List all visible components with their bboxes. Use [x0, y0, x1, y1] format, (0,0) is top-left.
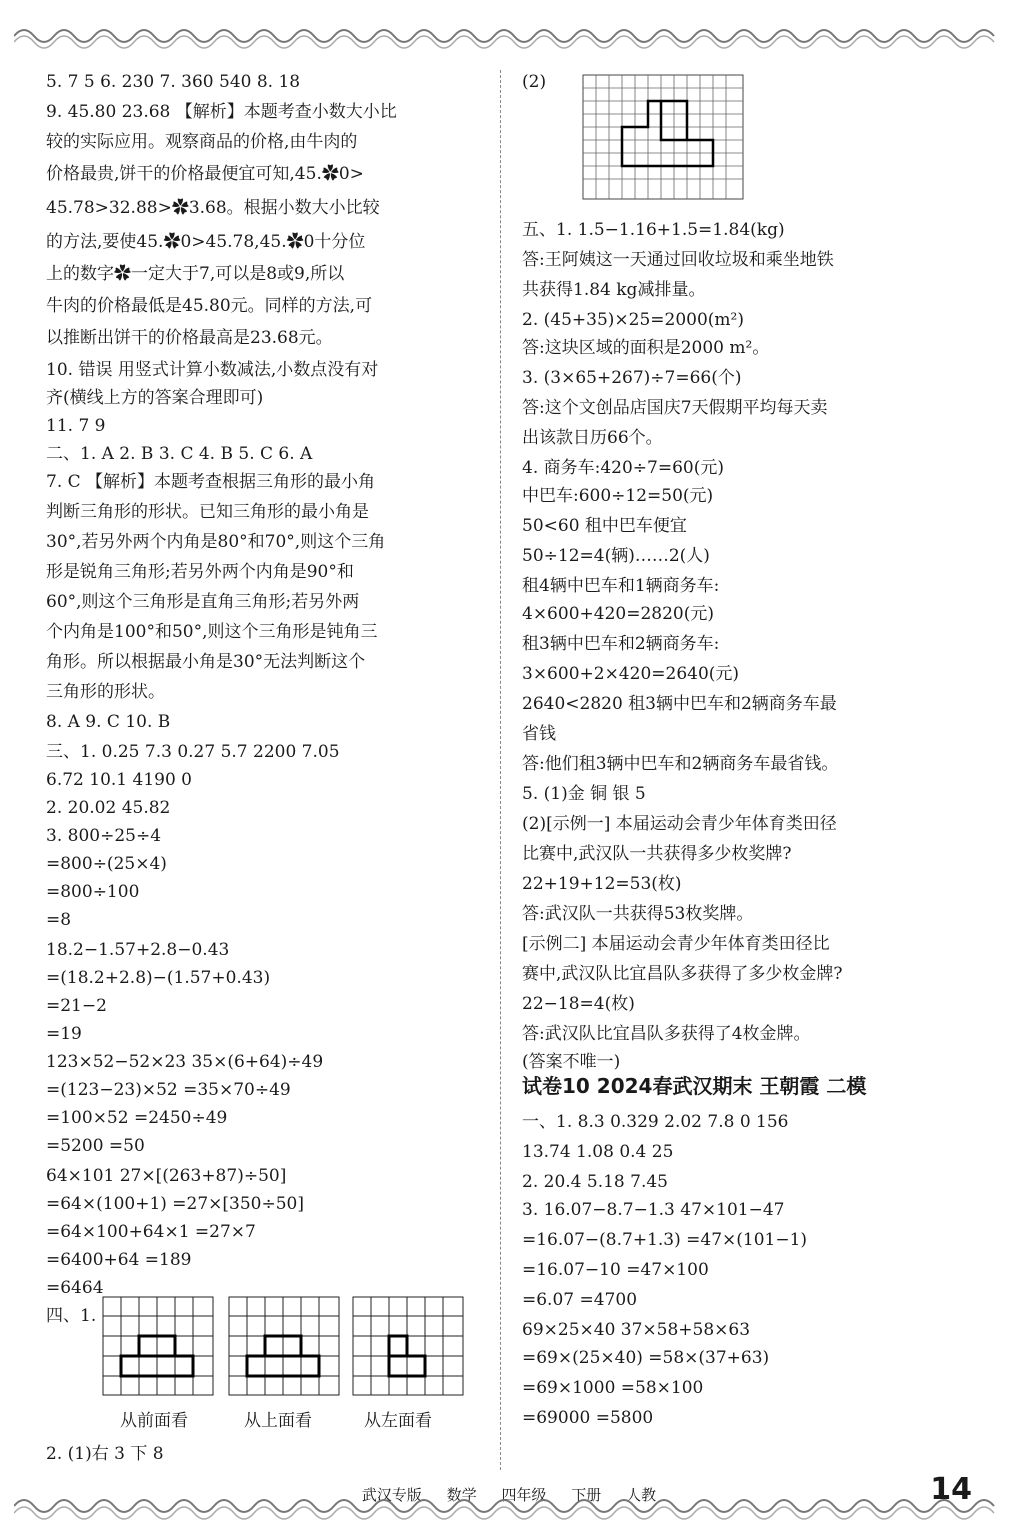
left-line: 8. A 9. C 10. B — [46, 712, 171, 732]
figure-grid-2 — [582, 74, 744, 200]
left-line: 123×52−52×23 35×(6+64)÷49 — [46, 1052, 324, 1072]
left-line: 二、1. A 2. B 3. C 4. B 5. C 6. A — [46, 444, 313, 464]
right-line: 赛中,武汉队比宜昌队多获得了多少枚金牌? — [522, 964, 843, 984]
right-line: 出该款日历66个。 — [522, 428, 663, 448]
left-line: 以推断出饼干的价格最高是23.68元。 — [46, 328, 333, 348]
left-line: 6.72 10.1 4190 0 — [46, 770, 192, 790]
left-line: 角形。所以根据最小角是30°无法判断这个 — [46, 652, 366, 672]
right-line: 共获得1.84 kg减排量。 — [522, 280, 706, 300]
left-line: 10. 错误 用竖式计算小数减法,小数点没有对 — [46, 360, 379, 380]
right-line: (答案不唯一) — [522, 1052, 621, 1072]
left-line: 形是锐角三角形;若另外两个内角是90°和 — [46, 562, 354, 582]
right-line: 2. 20.4 5.18 7.45 — [522, 1172, 668, 1192]
right-line: 4×600+420=2820(元) — [522, 604, 714, 624]
left-line: =800÷100 — [46, 882, 140, 902]
caption-left: 从左面看 — [364, 1411, 432, 1431]
right-line: 50<60 租中巴车便宜 — [522, 516, 687, 536]
left-line: 价格最贵,饼干的价格最便宜可知,45.✿0> — [46, 164, 364, 184]
right-line: 租4辆中巴车和1辆商务车: — [522, 576, 720, 596]
left-line: 9. 45.80 23.68 【解析】本题考查小数大小比 — [46, 102, 397, 122]
right-line: 5. (1)金 铜 银 5 — [522, 784, 646, 804]
left-line: 较的实际应用。观察商品的价格,由牛肉的 — [46, 132, 358, 152]
left-line: 45.78>32.88>✿3.68。根据小数大小比较 — [46, 198, 380, 218]
left-line: 11. 7 9 — [46, 416, 106, 436]
right-line: 3. (3×65+267)÷7=66(个) — [522, 368, 742, 388]
left-line: =100×52 =2450÷49 — [46, 1108, 228, 1128]
left-line: =(18.2+2.8)−(1.57+0.43) — [46, 968, 271, 988]
right-line: 省钱 — [522, 724, 556, 744]
right-line: 50÷12=4(辆)……2(人) — [522, 546, 710, 566]
left-line: 30°,若另外两个内角是80°和70°,则这个三角 — [46, 532, 386, 552]
left-line: 7. C 【解析】本题考查根据三角形的最小角 — [46, 472, 376, 492]
left-line: 上的数字✿一定大于7,可以是8或9,所以 — [46, 264, 345, 284]
page-number: 14 — [930, 1472, 972, 1507]
left-line: =64×(100+1) =27×[350÷50] — [46, 1194, 305, 1214]
right-line: 69×25×40 37×58+58×63 — [522, 1320, 751, 1340]
left-line: 的方法,要使45.✿0>45.78,45.✿0十分位 — [46, 232, 366, 252]
right-line: 租3辆中巴车和2辆商务车: — [522, 634, 720, 654]
left-line: 判断三角形的形状。已知三角形的最小角是 — [46, 502, 369, 522]
footer-publisher: 人教 — [626, 1486, 657, 1504]
right-line: 答:这个文创品店国庆7天假期平均每天卖 — [522, 398, 828, 418]
right-line: 答:武汉队一共获得53枚奖牌。 — [522, 904, 754, 924]
left-line: =6400+64 =189 — [46, 1250, 192, 1270]
right-line: 答:这块区域的面积是2000 m²。 — [522, 338, 770, 358]
right-line: =6.07 =4700 — [522, 1290, 638, 1310]
left-line: 18.2−1.57+2.8−0.43 — [46, 940, 230, 960]
right-line: 答:他们租3辆中巴车和2辆商务车最省钱。 — [522, 754, 839, 774]
right-line: (2)[示例一] 本届运动会青少年体育类田径 — [522, 814, 837, 834]
caption-front: 从前面看 — [120, 1411, 188, 1431]
view-grid-top — [228, 1296, 340, 1396]
section-title — [522, 1074, 866, 1098]
right-line: 一、1. 8.3 0.329 2.02 7.8 0 156 — [522, 1112, 789, 1132]
right-line: 比赛中,武汉队一共获得多少枚奖牌? — [522, 844, 792, 864]
top-border — [14, 22, 1004, 50]
left-line: 三、1. 0.25 7.3 0.27 5.7 2200 7.05 — [46, 742, 340, 762]
left-line: =21−2 — [46, 996, 107, 1016]
left-line: 2. (1)右 3 下 8 — [46, 1444, 164, 1464]
footer-edition: 武汉专版 — [361, 1486, 422, 1504]
left-line: 3. 800÷25÷4 — [46, 826, 162, 846]
right-line: 22+19+12=53(枚) — [522, 874, 682, 894]
right-line: =69000 =5800 — [522, 1408, 654, 1428]
left-line: =800÷(25×4) — [46, 854, 167, 874]
bottom-border — [14, 1496, 1004, 1524]
left-line: 个内角是100°和50°,则这个三角形是钝角三 — [46, 622, 378, 642]
left-line: =6464 — [46, 1278, 104, 1298]
left-line: =5200 =50 — [46, 1136, 145, 1156]
column-divider — [500, 70, 501, 1470]
left-line: =64×100+64×1 =27×7 — [46, 1222, 256, 1242]
left-line: 64×101 27×[(263+87)÷50] — [46, 1166, 287, 1186]
left-line: 5. 7 5 6. 230 7. 360 540 8. 18 — [46, 72, 301, 92]
right-line: 3×600+2×420=2640(元) — [522, 664, 740, 684]
left-line: =19 — [46, 1024, 82, 1044]
right-line: =16.07−10 =47×100 — [522, 1260, 709, 1280]
footer-volume: 下册 — [571, 1486, 602, 1504]
right-line: 22−18=4(枚) — [522, 994, 635, 1014]
right-line: =69×(25×40) =58×(37+63) — [522, 1348, 770, 1368]
right-line: 4. 商务车:420÷7=60(元) — [522, 458, 724, 478]
right-line: 五、1. 1.5−1.16+1.5=1.84(kg) — [522, 220, 785, 240]
footer-subject: 数学 — [446, 1486, 477, 1504]
view-grid-front — [102, 1296, 214, 1396]
right-line: 答:武汉队比宜昌队多获得了4枚金牌。 — [522, 1024, 811, 1044]
left-line: 四、1. — [46, 1306, 97, 1326]
right-line: [示例二] 本届运动会青少年体育类田径比 — [522, 934, 830, 954]
right-line: =16.07−(8.7+1.3) =47×(101−1) — [522, 1230, 808, 1250]
left-line: 三角形的形状。 — [46, 682, 165, 702]
right-line: (2) — [522, 72, 547, 92]
exam-title: 试卷10 2024春武汉期末 王朝霞 二模 — [522, 1074, 867, 1098]
right-line: 3. 16.07−8.7−1.3 47×101−47 — [522, 1200, 785, 1220]
footer-grade: 四年级 — [501, 1486, 547, 1504]
caption-top: 从上面看 — [244, 1411, 312, 1431]
left-line: 60°,则这个三角形是直角三角形;若另外两 — [46, 592, 360, 612]
right-line: =69×1000 =58×100 — [522, 1378, 704, 1398]
right-line: 2640<2820 租3辆中巴车和2辆商务车最 — [522, 694, 837, 714]
right-line: 2. (45+35)×25=2000(m²) — [522, 310, 744, 330]
left-line: 牛肉的价格最低是45.80元。同样的方法,可 — [46, 296, 373, 316]
view-grid-left — [352, 1296, 464, 1396]
left-line: =8 — [46, 910, 72, 930]
left-line: =(123−23)×52 =35×70÷49 — [46, 1080, 291, 1100]
right-line: 答:王阿姨这一天通过回收垃圾和乘坐地铁 — [522, 250, 834, 270]
left-line: 齐(横线上方的答案合理即可) — [46, 388, 264, 408]
right-line: 中巴车:600÷12=50(元) — [522, 486, 714, 506]
left-line: 2. 20.02 45.82 — [46, 798, 171, 818]
right-line: 13.74 1.08 0.4 25 — [522, 1142, 674, 1162]
